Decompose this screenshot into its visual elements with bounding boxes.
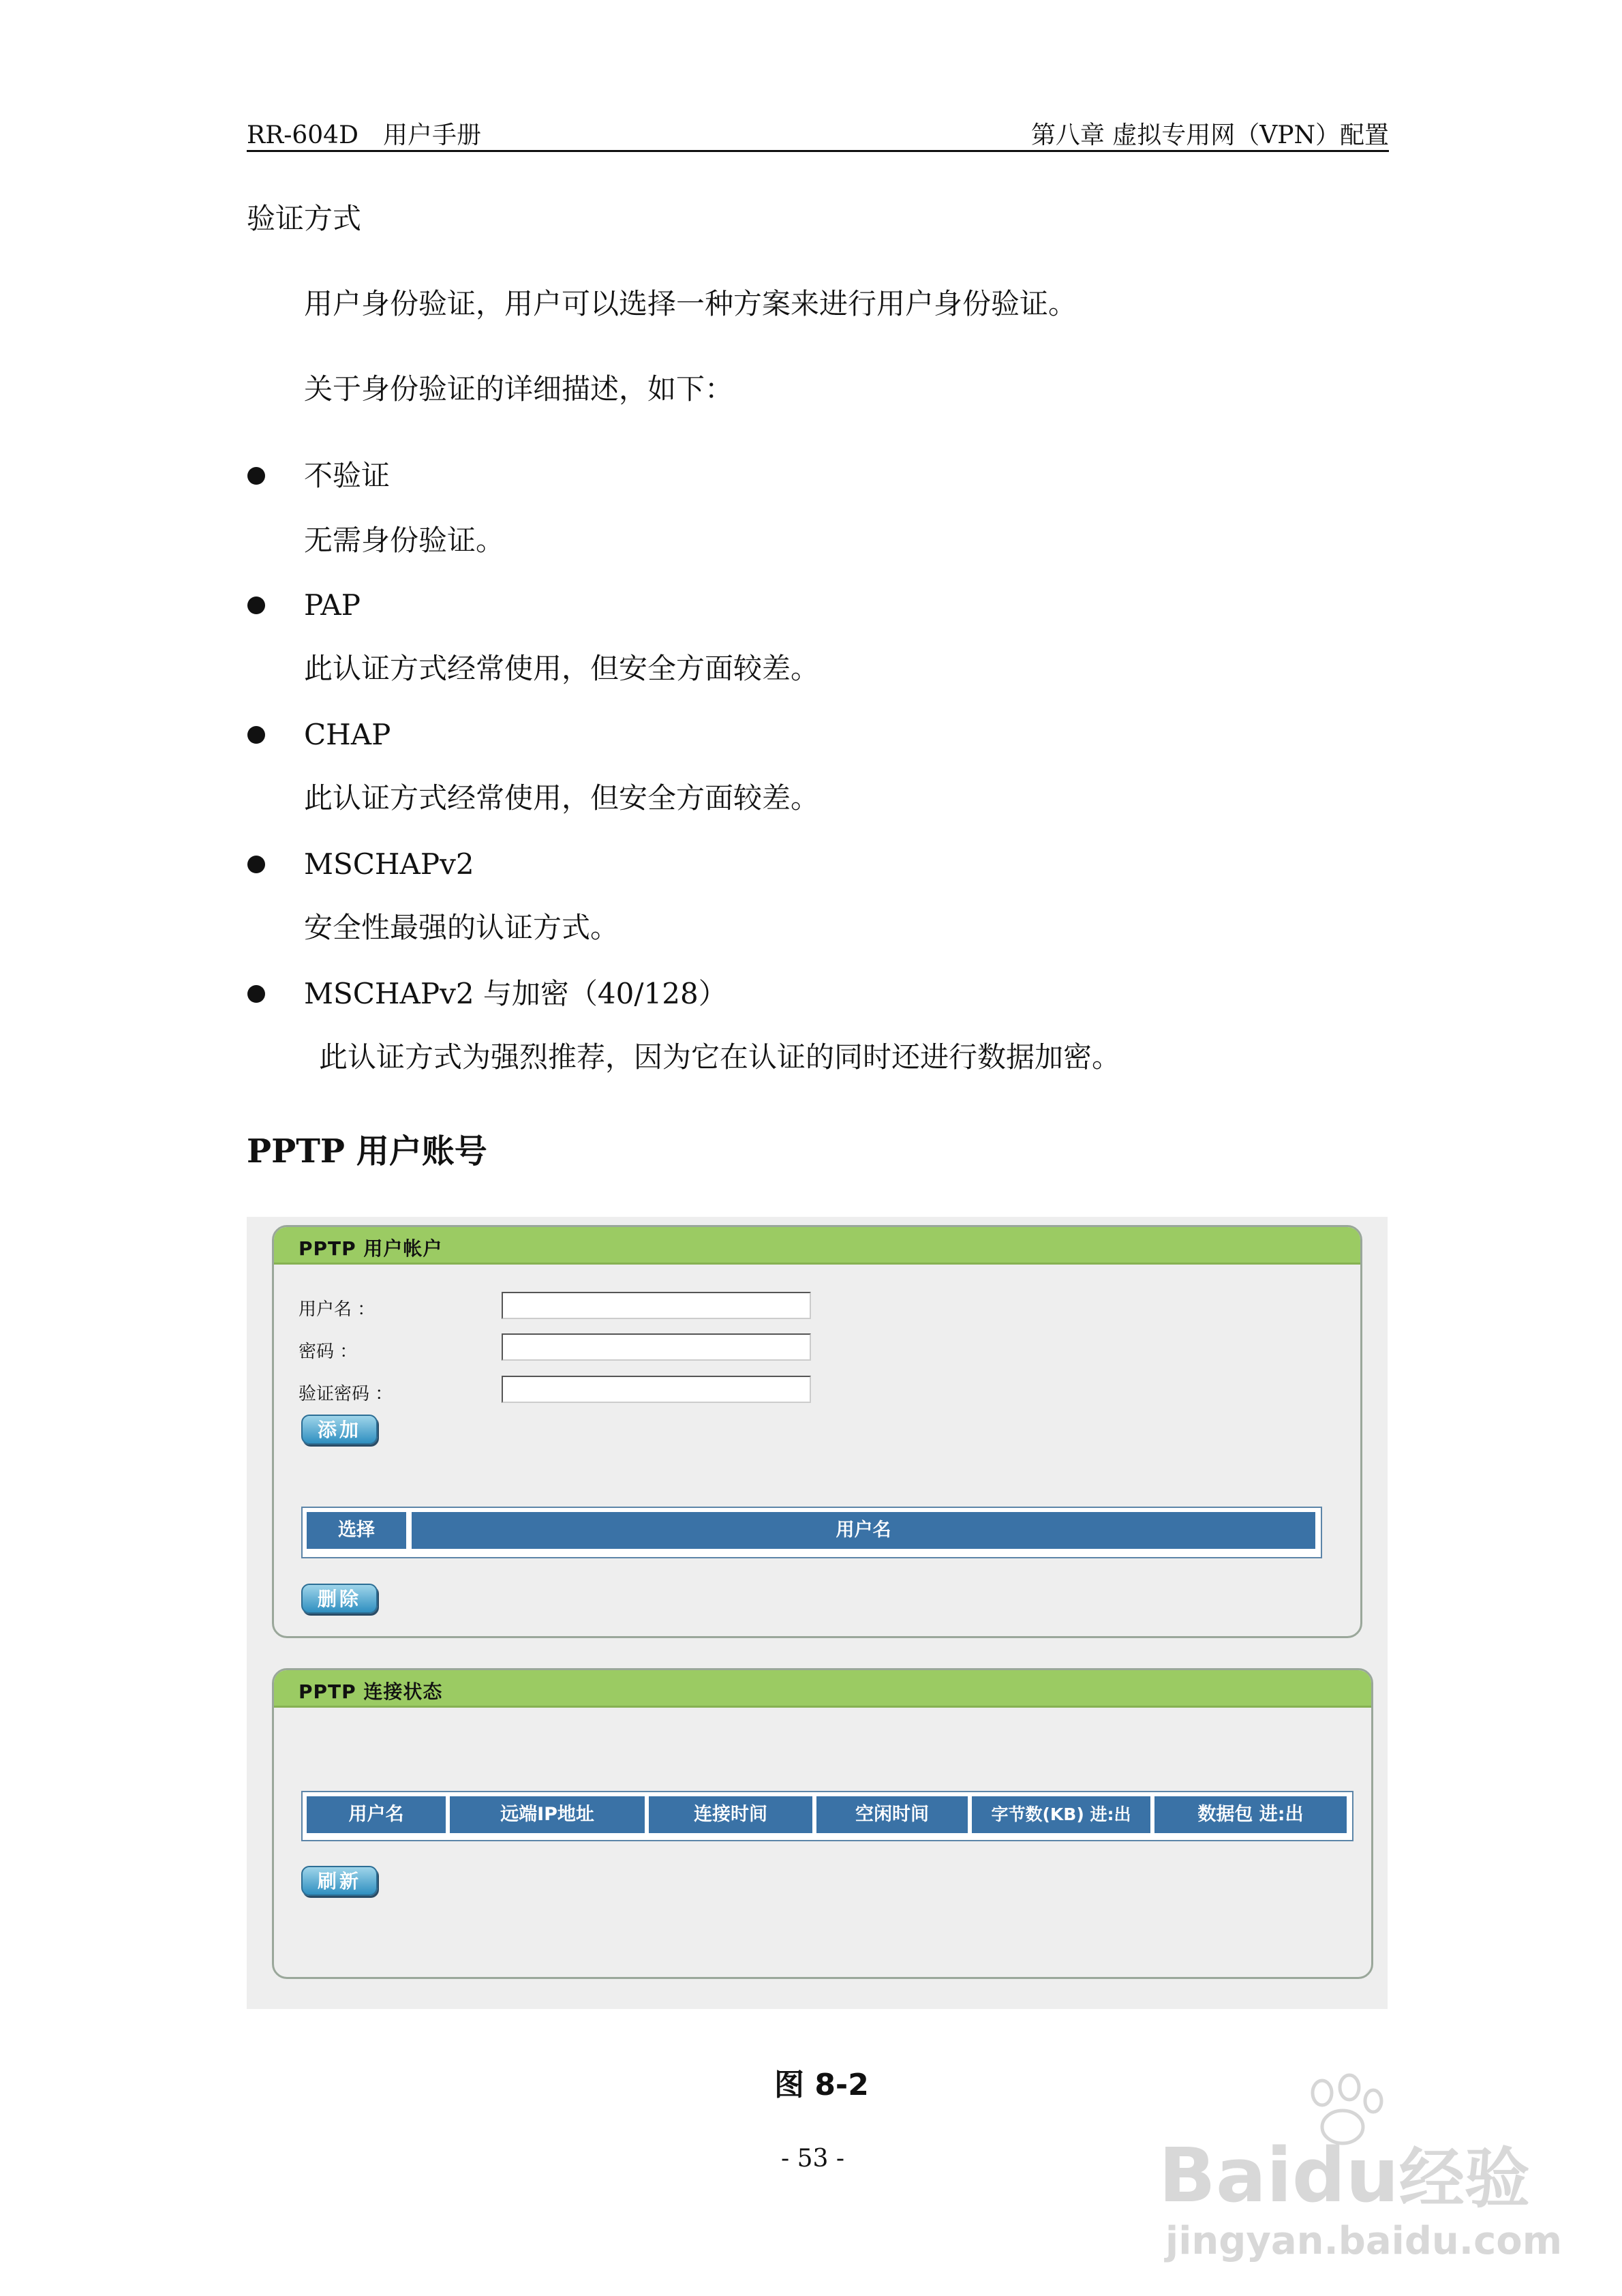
password-label: 密码 ： [299, 1342, 358, 1362]
bullet-dot [247, 596, 265, 614]
delete-button[interactable]: 删除 [301, 1584, 378, 1614]
bullet-desc-mschapv2-encrypt: 此认证方式为强烈推荐，因为它在认证的同时还进行数据加密。 [319, 1040, 1121, 1074]
password-input[interactable] [502, 1333, 811, 1361]
connection-table [301, 1791, 1353, 1841]
user-table [301, 1507, 1322, 1558]
bullet-dot [247, 726, 265, 744]
pptp-heading: PPTP 用户账号 [247, 1132, 487, 1170]
refresh-button[interactable]: 刷新 [301, 1866, 378, 1896]
status-panel-title: PPTP 连接状态 [299, 1680, 443, 1703]
username-label: 用户名 ： [299, 1299, 376, 1320]
bullet-desc-pap: 此认证方式经常使用，但安全方面较差。 [304, 652, 820, 685]
status-panel [272, 1668, 1373, 1979]
watermark-brand: Bai [1159, 2132, 1292, 2219]
table-header-select: 选择 [307, 1512, 406, 1549]
bullet-term-none: 不验证 [304, 459, 391, 492]
account-panel-header [274, 1227, 1360, 1265]
confirm-password-label: 验证密码 ： [299, 1384, 393, 1404]
bullet-desc-none: 无需身份验证。 [304, 524, 505, 557]
table-header-idle-time: 空闲时间 [816, 1796, 968, 1833]
account-panel-title: PPTP 用户帐户 [299, 1237, 443, 1260]
bullet-dot [247, 856, 265, 873]
bullet-term-pap: PAP [304, 588, 361, 622]
table-header-packets: 数据包 进:出 [1154, 1796, 1347, 1833]
add-button[interactable]: 添加 [301, 1415, 378, 1445]
account-panel [272, 1225, 1362, 1638]
table-header-username: 用户名 [412, 1512, 1315, 1549]
status-panel-header [274, 1670, 1371, 1708]
watermark-brand2: du [1291, 2132, 1399, 2219]
username-input[interactable] [502, 1292, 811, 1319]
bullet-term-mschapv2: MSCHAPv2 [304, 847, 474, 881]
header-rule [247, 150, 1389, 152]
section-paragraph-2: 关于身份验证的详细描述，如下： [304, 372, 734, 406]
table-header-connect-time: 连接时间 [649, 1796, 812, 1833]
bullet-dot [247, 467, 265, 485]
figure-caption: 图 8-2 [774, 2068, 869, 2102]
bullet-dot [247, 985, 265, 1003]
header-left: RR-604D 用户手册 [247, 121, 481, 149]
page-number: - 53 - [781, 2145, 845, 2173]
bullet-desc-mschapv2: 安全性最强的认证方式。 [304, 911, 619, 944]
bullet-term-mschapv2-encrypt: MSCHAPv2 与加密（40/128） [304, 977, 727, 1010]
figure-screenshot [247, 1217, 1388, 2009]
baidu-watermark [1159, 2072, 1563, 2277]
bullet-term-chap: CHAP [304, 718, 391, 751]
section-title: 验证方式 [247, 202, 362, 235]
table-header-remote-ip: 远端IP地址 [450, 1796, 645, 1833]
watermark-suffix: 经验 [1398, 2141, 1530, 2217]
section-paragraph-1: 用户身份验证，用户可以选择一种方案来进行用户身份验证。 [304, 287, 1077, 320]
watermark-url: jingyan.baidu.com [1165, 2219, 1563, 2263]
confirm-password-input[interactable] [502, 1376, 811, 1403]
header-right: 第八章 虚拟专用网（VPN）配置 [1030, 121, 1389, 149]
bullet-desc-chap: 此认证方式经常使用，但安全方面较差。 [304, 781, 820, 815]
table-header-bytes: 字节数(KB) 进:出 [972, 1796, 1150, 1833]
table-header-username: 用户名 [307, 1796, 446, 1833]
